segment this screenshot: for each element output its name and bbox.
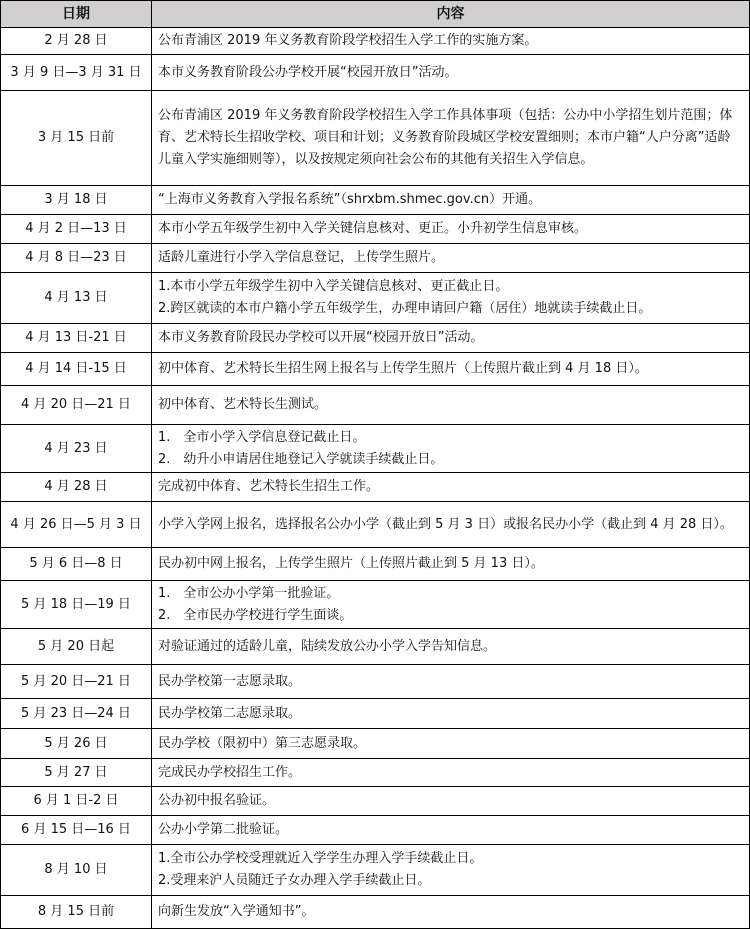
schedule-content [152,629,750,665]
table-row [1,759,750,787]
schedule-date: 2 月 28 日 [1,28,152,55]
content-line: 2.受理来沪人员随迁子女办理入学手续截止日。 [158,873,431,888]
schedule-date: 6 月 1 日-2 日 [1,787,152,816]
schedule-date: 4 月 14 日-15 日 [1,353,152,386]
content-line: 公布青浦区 2019 年义务教育阶段学校招生入学工作的实施方案。 [158,33,538,48]
content-line: 1. 全市小学入学信息登记截止日。 [158,429,366,445]
content-line: 民办学校第二志愿录取。 [158,705,302,721]
content-line: 2.跨区就读的本市户籍小学五年级学生，办理申请回户籍（居住）地就读手续截止日。 [158,301,652,316]
schedule-date: 4 月 8 日—23 日 [1,244,152,273]
content-line: 完成初中体育、艺术特长生招生工作。 [158,479,380,494]
table-row [1,244,750,273]
table-row [1,324,750,353]
schedule-date: 4 月 26 日—5 月 3 日 [1,502,152,548]
schedule-content [152,386,750,425]
schedule-content [152,896,750,929]
content-line: 向新生发放“入学通知书”。 [158,904,315,919]
schedule-content [152,665,750,699]
content-line: 小学入学网上报名，选择报名公办小学（截止到 5 月 3 日）或报名民办小学（截止到 4 月 28 日）。 [158,516,733,532]
schedule-date: 5 月 27 日 [1,759,152,787]
schedule-content [152,244,750,273]
content-line: 对验证通过的适龄儿童，陆续发放公办小学入学告知信息。 [158,638,497,654]
schedule-content [152,845,750,896]
schedule-date: 4 月 20 日—21 日 [1,386,152,425]
schedule-date: 5 月 18 日—19 日 [1,581,152,629]
table-header-row [1,1,750,28]
schedule-content [152,581,750,629]
schedule-content [152,759,750,787]
content-line: 1.本市小学五年级学生初中入学关键信息核对、更正截止日。 [158,279,509,294]
content-line: 公办小学第二批验证。 [158,822,289,837]
content-line: 民办学校第一志愿录取。 [158,673,302,689]
schedule-content [152,353,750,386]
schedule-content [152,787,750,816]
schedule-date: 5 月 20 日起 [1,629,152,665]
content-line: 本市小学五年级学生初中入学关键信息核对、更正。小升初学生信息审核。 [158,221,588,236]
schedule-content [152,473,750,502]
schedule-date: 4 月 2 日—13 日 [1,215,152,244]
table-row [1,473,750,502]
schedule-content [152,186,750,215]
table-row [1,845,750,896]
schedule-date: 3 月 9 日—3 月 31 日 [1,55,152,91]
content-line: “上海市义务教育入学报名系统”（shrxbm.shmec.gov.cn）开通。 [158,192,542,207]
table-row [1,353,750,386]
content-line: 2. 全市民办学校进行学生面谈。 [158,607,353,623]
table-row [1,729,750,759]
schedule-content [152,502,750,548]
schedule-content [152,816,750,845]
schedule-date: 3 月 15 日前 [1,91,152,186]
content-line: 民办初中网上报名，上传学生照片（上传照片截止到 5 月 13 日）。 [158,556,544,571]
table-row [1,502,750,548]
table-row [1,548,750,581]
table-row [1,91,750,186]
table-body [1,28,750,929]
table-row [1,55,750,91]
schedule-content [152,215,750,244]
schedule-date: 5 月 6 日—8 日 [1,548,152,581]
schedule-content [152,729,750,759]
table-row [1,629,750,665]
content-line: 1.全市公办学校受理就近入学学生办理入学手续截止日。 [158,851,483,866]
schedule-content [152,548,750,581]
date-column-header: 日期 [1,1,152,28]
content-line: 适龄儿童进行小学入学信息登记，上传学生照片。 [158,250,445,265]
table-row [1,386,750,425]
table-row [1,28,750,55]
schedule-content [152,699,750,729]
schedule-date: 5 月 26 日 [1,729,152,759]
content-line: 本市义务教育阶段公办学校开展“校园开放日”活动。 [158,64,458,80]
schedule-content [152,91,750,186]
schedule-date: 5 月 20 日—21 日 [1,665,152,699]
schedule-content [152,425,750,473]
content-column-header: 内容 [152,1,750,28]
content-line: 初中体育、艺术特长生招生网上报名与上传学生照片（上传照片截止到 4 月 18 日）。 [158,361,648,376]
content-line: 2. 幼升小申请居住地登记入学就读手续截止日。 [158,451,444,467]
schedule-date: 8 月 10 日 [1,845,152,896]
schedule-content [152,273,750,324]
schedule-date: 8 月 15 日前 [1,896,152,929]
schedule-date: 5 月 23 日—24 日 [1,699,152,729]
content-line: 初中体育、艺术特长生测试。 [158,397,328,412]
table-row [1,186,750,215]
schedule-date: 4 月 23 日 [1,425,152,473]
schedule-content [152,55,750,91]
table-row [1,787,750,816]
schedule-date: 6 月 15 日—16 日 [1,816,152,845]
schedule-date: 4 月 13 日 [1,273,152,324]
table-row [1,273,750,324]
table-row [1,581,750,629]
schedule-date: 4 月 28 日 [1,473,152,502]
table-row [1,665,750,699]
content-line: 1. 全市公办小学第一批验证。 [158,585,340,601]
table-row [1,896,750,929]
content-line: 民办学校（限初中）第三志愿录取。 [158,735,367,751]
content-line: 公办初中报名验证。 [158,793,276,808]
table-row [1,699,750,729]
table-row [1,425,750,473]
content-line: 公布青浦区 2019 年义务教育阶段学校招生入学工作具体事项（包括：公办中小学招生划片范围；体育、艺术特长生招收学校、项目和计划；义务教育阶段城区学校安置细则；本市户籍“人户分离”适龄儿童入学实施细则等），以及按规定须向社会公布的其他有关招生入学信息。 [158,108,733,167]
table-row [1,816,750,845]
schedule-date: 3 月 18 日 [1,186,152,215]
schedule-date: 4 月 13 日-21 日 [1,324,152,353]
schedule-content [152,28,750,55]
content-line: 完成民办学校招生工作。 [158,764,302,780]
schedule-content [152,324,750,353]
content-line: 本市义务教育阶段民办学校可以开展“校园开放日”活动。 [158,330,484,345]
table-row [1,215,750,244]
